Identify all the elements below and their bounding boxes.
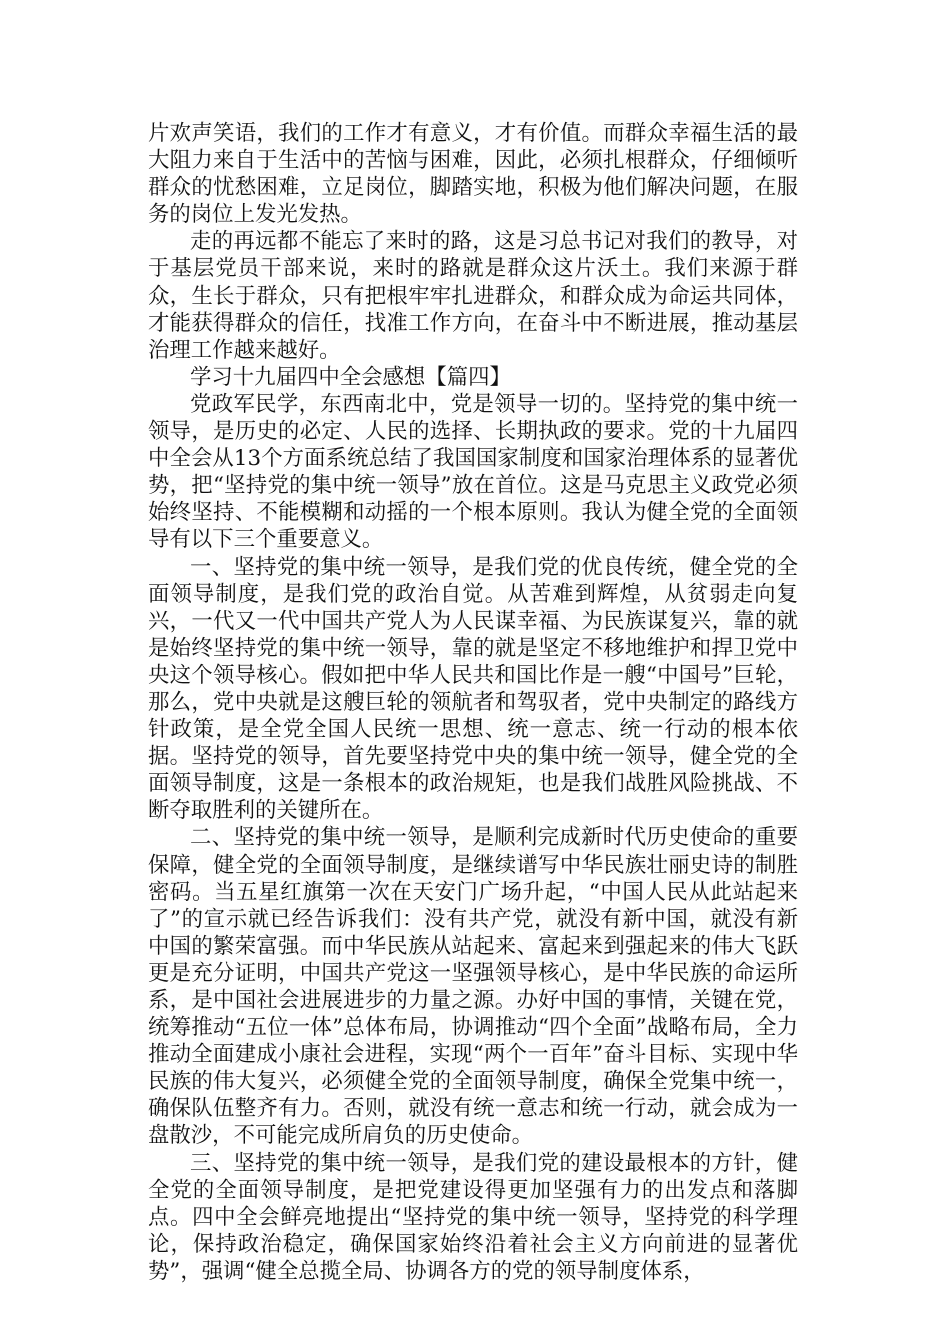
paragraph-grassroots: 走的再远都不能忘了来时的路，这是习总书记对我们的教导，对于基层党员干部来说，来时的路就是群众这片沃土。我们来源于群众，生长于群众，只有把根牢牢扎进群众，和群众成为命运共同体，才能获得群众的信任，找准工作方向，在奋斗中不断进展，推动基层治理工作越来越好。 <box>148 229 798 363</box>
paragraph-intro-continuation: 片欢声笑语，我们的工作才有意义，才有价值。而群众幸福生活的最大阻力来自于生活中的苦恼与困难，因此，必须扎根群众，仔细倾听群众的忧愁困难，立足岗位，脚踏实地，积极为他们解决问题，在服务的岗位上发光发热。 <box>148 121 798 228</box>
paragraph-point-one: 一、坚持党的集中统一领导，是我们党的优良传统，健全党的全面领导制度，是我们党的政治自觉。从苦难到辉煌，从贫弱走向复兴，一代又一代中国共产党人为人民谋幸福、为民族谋复兴，靠的就是始终坚持党的集中统一领导，靠的就是坚定不移地维护和捍卫党中央这个领导核心。假如把中华人民共和国比作是一艘“中国号”巨轮，那么，党中央就是这艘巨轮的领航者和驾驭者，党中央制定的路线方针政策，是全党全国人民统一思想、统一意志、统一行动的根本依据。坚持党的领导，首先要坚持党中央的集中统一领导，健全党的全面领导制度，这是一条根本的政治规矩，也是我们战胜风险挑战、不断夺取胜利的关键所在。 <box>148 554 798 824</box>
paragraph-point-three: 三、坚持党的集中统一领导，是我们党的建设最根本的方针，健全党的全面领导制度，是把党建设得更加坚强有力的出发点和落脚点。四中全会鲜亮地提出“坚持党的集中统一领导，坚持党的科学理论，保持政治稳定，确保国家始终沿着社会主义方向前进的显著优势”，强调“健全总揽全局、协调各方的党的领导制度体系， <box>148 1150 798 1284</box>
section-heading: 学习十九届四中全会感想【篇四】 <box>190 364 511 390</box>
paragraph-section-intro: 党政军民学，东西南北中，党是领导一切的。坚持党的集中统一领导，是历史的必定、人民的选择、长期执政的要求。党的十九届四中全会从13个方面系统总结了我国国家制度和国家治理体系的显著优势，把“坚持党的集中统一领导”放在首位。这是马克思主义政党必须始终坚持、不能模糊和动摇的一个根本原则。我认为健全党的全面领导有以下三个重要意义。 <box>148 391 798 553</box>
paragraph-point-two: 二、坚持党的集中统一领导，是顺利完成新时代历史使命的重要保障，健全党的全面领导制度，是继续谱写中华民族壮丽史诗的制胜密码。当五星红旗第一次在天安门广场升起，“中国人民从此站起来了”的宣示就已经告诉我们：没有共产党，就没有新中国，就没有新中国的繁荣富强。而中华民族从站起来、富起来到强起来的伟大飞跃更是充分证明，中国共产党这一坚强领导核心，是中华民族的命运所系，是中国社会进展进步的力量之源。办好中国的事情，关键在党，统筹推动“五位一体”总体布局，协调推动“四个全面”战略布局，全力推动全面建成小康社会进程，实现“两个一百年”奋斗目标、实现中华民族的伟大复兴，必须健全党的全面领导制度，确保全党集中统一，确保队伍整齐有力。否则，就没有统一意志和统一行动，就会成为一盘散沙，不可能完成所肩负的历史使命。 <box>148 825 798 1149</box>
document-page <box>148 120 798 1285</box>
